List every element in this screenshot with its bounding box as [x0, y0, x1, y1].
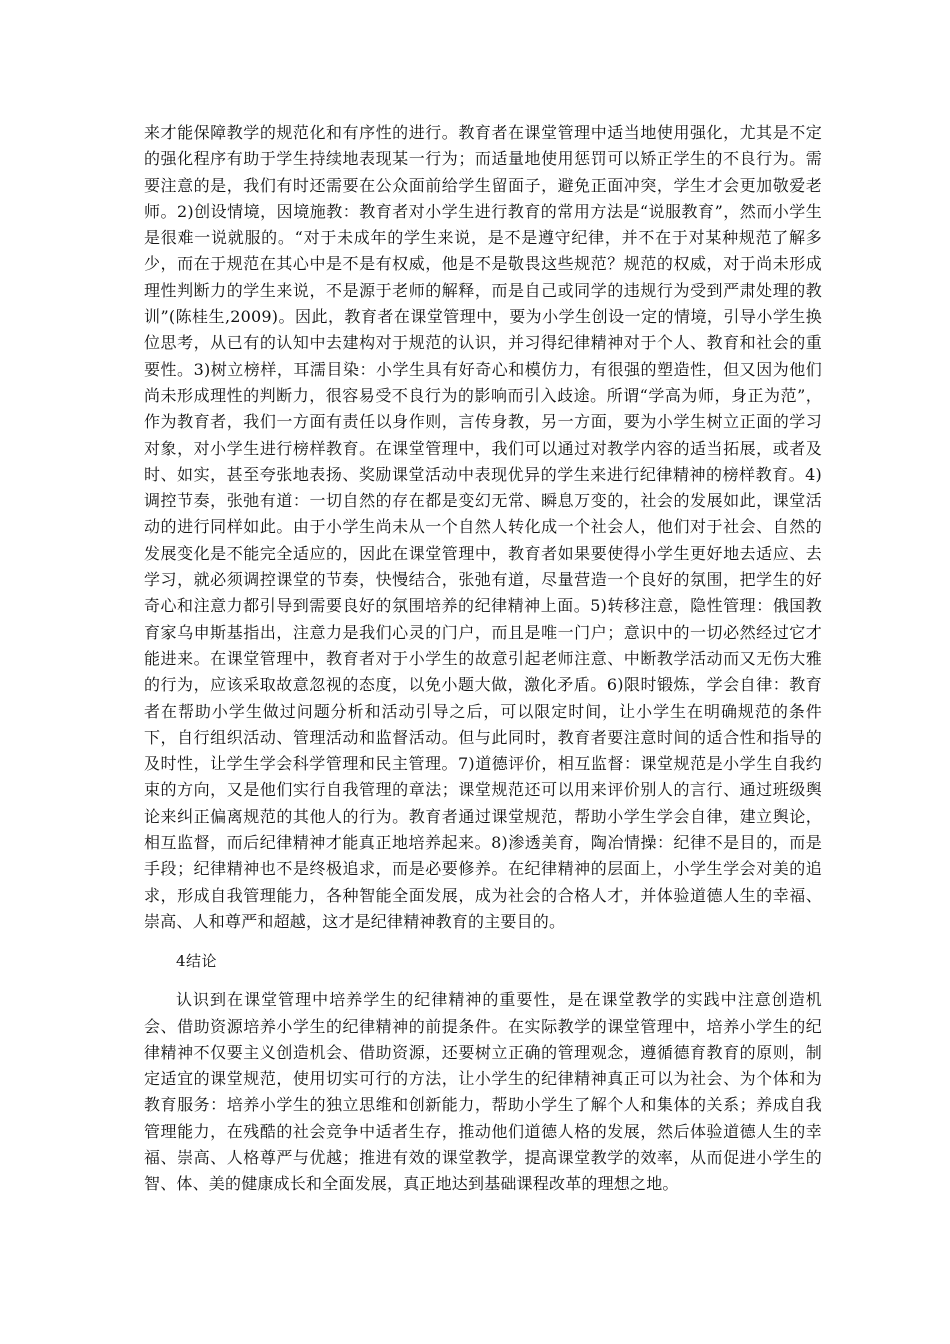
document-page: [144, 120, 822, 1198]
body-paragraph-conclusion: 认识到在课堂管理中培养学生的纪律精神的重要性，是在课堂教学的实践中注意创造机会、借助资源培养小学生的纪律精神的前提条件。在实际教学的课堂管理中，培养小学生的纪律精神不仅要主义创造机会、借助资源，还要树立正确的管理观念，遵循德育教育的原则，制定适宜的课堂规范，使用切实可行的方法，让小学生的纪律精神真正可以为社会、为个体和为教育服务：培养小学生的独立思维和创新能力，帮助小学生了解个人和集体的关系；养成自我管理能力，在残酷的社会竞争中适者生存，推动他们道德人格的发展，然后体验道德人生的幸福、崇高、人格尊严与优越；推进有效的课堂教学，提高课堂教学的效率，从而促进小学生的智、体、美的健康成长和全面发展，真正地达到基础课程改革的理想之地。: [144, 990, 822, 1194]
section-heading-conclusion: 4结论: [176, 952, 218, 971]
body-paragraph-continued: 来才能保障教学的规范化和有序性的进行。教育者在课堂管理中适当地使用强化，尤其是不定的强化程序有助于学生持续地表现某一行为；而适量地使用惩罚可以矫正学生的不良行为。需要注意的是，我们有时还需要在公众面前给学生留面子，避免正面冲突，学生才会更加敬爱老师。2)创设情境，因境施教：教育者对小学生进行教育的常用方法是“说服教育”，然而小学生是很难一说就服的。“对于未成年的学生来说，是不是遵守纪律，并不在于对某种规范了解多少，而在于规范在其心中是不是有权威，他是不是敬畏这些规范？规范的权威，对于尚未形成理性判断力的学生来说，不是源于老师的解释，而是自己或同学的违规行为受到严肃处理的教训”(陈桂生,2009)。因此，教育者在课堂管理中，要为小学生创设一定的情境，引导小学生换位思考，从已有的认知中去建构对于规范的认识，并习得纪律精神对于个人、教育和社会的重要性。3)树立榜样，耳濡目染：小学生具有好奇心和模仿力，有很强的塑造性，但又因为他们尚未形成理性的判断力，很容易受不良行为的影响而引入歧途。所谓“学高为师，身正为范”，作为教育者，我们一方面有责任以身作则，言传身教，另一方面，要为小学生树立正面的学习对象，对小学生进行榜样教育。在课堂管理中，我们可以通过对教学内容的适当拓展，或者及时、如实，甚至夸张地表扬、奖励课堂活动中表现优异的学生来进行纪律精神的榜样教育。4)调控节奏，张弛有道：一切自然的存在都是变幻无常、瞬息万变的，社会的发展如此，课堂活动的进行同样如此。由于小学生尚未从一个自然人转化成一个社会人，他们对于社会、自然的发展变化是不能完全适应的，因此在课堂管理中，教育者如果要使得小学生更好地去适应、去学习，就必须调控课堂的节奏，快慢结合，张弛有道，尽量营造一个良好的氛围，把学生的好奇心和注意力都引导到需要良好的氛围培养的纪律精神上面。5)转移注意，隐性管理：俄国教育家乌申斯基指出，注意力是我们心灵的门户，而且是唯一门户；意识中的一切必然经过它才能进来。在课堂管理中，教育者对于小学生的故意引起老师注意、中断教学活动而又无伤大雅的行为，应该采取故意忽视的态度，以免小题大做，激化矛盾。6)限时锻炼，学会自律：教育者在帮助小学生做过问题分析和活动引导之后，可以限定时间，让小学生在明确规范的条件下，自行组织活动、管理活动和监督活动。但与此同时，教育者要注意时间的适合性和指导的及时性，让学生学会科学管理和民主管理。7)道德评价，相互监督：课堂规范是小学生自我约束的方向，又是他们实行自我管理的章法；课堂规范还可以用来评价别人的言行、通过班级舆论来纠正偏离规范的其他人的行为。教育者通过课堂规范，帮助小学生学会自律，建立舆论，相互监督，而后纪律精神才能真正地培养起来。8)渗透美育，陶冶情操：纪律不是目的，而是手段；纪律精神也不是终极追求，而是必要修养。在纪律精神的层面上，小学生学会对美的追求，形成自我管理能力，各种智能全面发展，成为社会的合格人才，并体验道德人生的幸福、崇高、人和尊严和超越，这才是纪律精神教育的主要目的。: [144, 123, 822, 931]
